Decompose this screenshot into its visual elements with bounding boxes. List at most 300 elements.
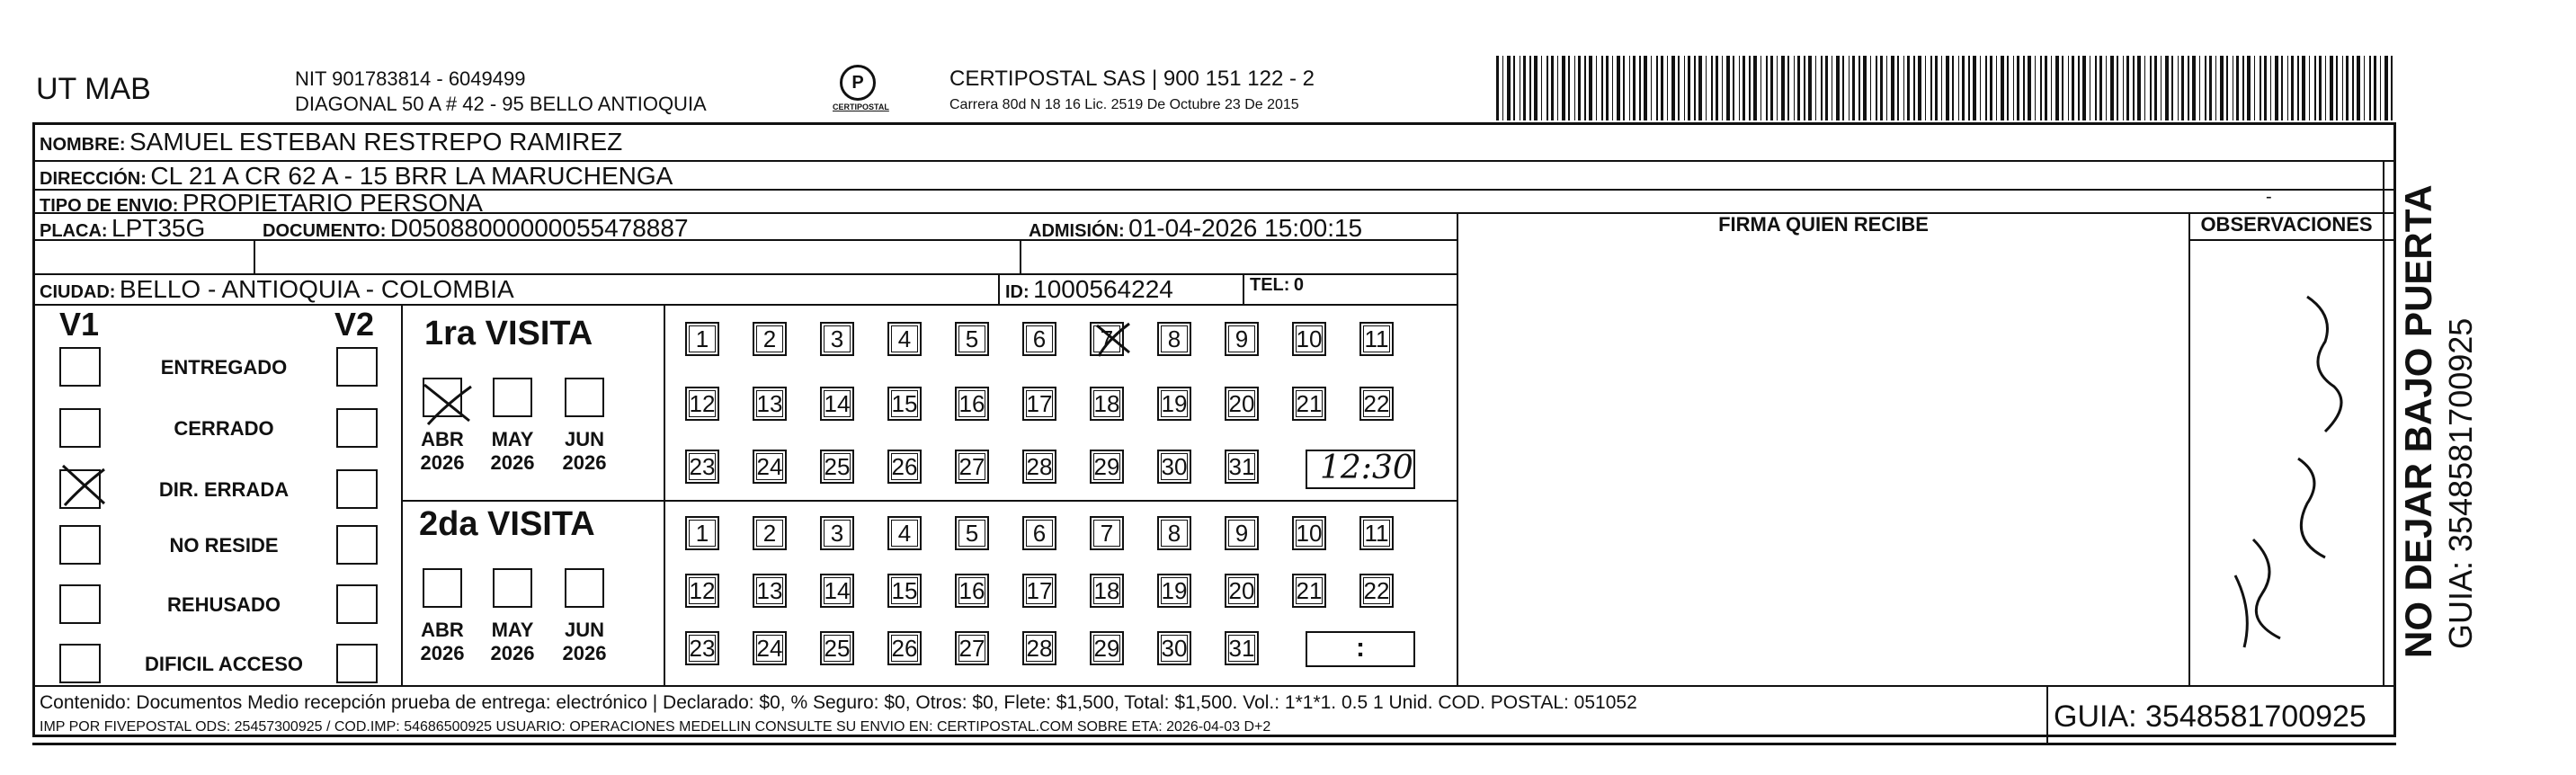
divider [664,304,665,685]
day-box[interactable]: 2 [753,516,787,550]
v1-checkbox[interactable] [59,584,101,624]
barcode-bar [2357,56,2360,120]
status-label: DIR. ERRADA [158,478,290,501]
barcode-bar [2309,56,2310,120]
x-check-icon [419,378,482,432]
barcode-bar [1907,56,1910,120]
day-box[interactable]: 28 [1022,631,1056,665]
day-box[interactable]: 11 [1359,322,1394,356]
day-box[interactable]: 1 [685,516,719,550]
placa-label: PLACA: [40,221,108,241]
admision-value: 01-04-2026 15:00:15 [1128,214,1363,242]
month-year-label [414,428,471,475]
day-box[interactable]: 19 [1157,387,1191,421]
v2-checkbox[interactable] [336,525,378,565]
barcode-bar [1551,56,1554,120]
day-box[interactable]: 28 [1022,450,1056,484]
day-box[interactable]: 16 [955,387,989,421]
year-label: 2026 [420,642,465,664]
day-box[interactable]: 3 [820,516,854,550]
barcode-bar [2072,56,2074,120]
documento-row [263,214,689,243]
month-year-label [556,619,613,665]
barcode-bar [2133,56,2135,120]
day-box[interactable]: 23 [685,631,719,665]
month-checkbox[interactable] [423,568,462,608]
day-box[interactable]: 12 [685,574,719,608]
barcode-bar [2374,56,2376,120]
barcode-bar [1633,56,1636,120]
day-box[interactable]: 2 [753,322,787,356]
barcode-bar [2352,56,2354,120]
id-row [1005,275,1173,304]
month-checkbox[interactable] [493,568,532,608]
barcode-bar [1716,56,1718,120]
barcode-bar [1990,56,1992,120]
v2-checkbox[interactable] [336,408,378,448]
day-box[interactable]: 14 [820,387,854,421]
barcode-bar [2226,56,2228,120]
barcode-bar [2013,56,2014,120]
certipostal-line1: CERTIPOSTAL SAS | 900 151 122 - 2 [949,67,1315,91]
barcode-bar [2154,56,2157,120]
day-box[interactable]: 5 [955,322,989,356]
barcode-bar [1852,56,1855,120]
status-label: REHUSADO [167,593,281,616]
certipostal-line2: Carrera 80d N 18 16 Lic. 2519 De Octubre 23 De 2015 [949,97,1299,112]
day-box[interactable]: 29 [1090,450,1124,484]
day-box[interactable]: 10 [1292,516,1326,550]
day-box[interactable]: 25 [820,450,854,484]
divider [34,304,1458,306]
barcode-bar [2260,56,2261,120]
day-box[interactable]: 4 [887,516,922,550]
barcode-bar [1749,56,1751,120]
barcode-bar [1760,56,1761,120]
barcode-bar [1529,56,1531,120]
divider [998,273,1000,304]
day-box[interactable]: 15 [887,387,922,421]
day-box[interactable]: 17 [1022,387,1056,421]
company-address: DIAGONAL 50 A # 42 - 95 BELLO ANTIOQUIA [295,93,707,115]
barcode-bar [1753,56,1757,120]
day-box[interactable]: 11 [1359,516,1394,550]
month-year-label [484,619,541,665]
day-box[interactable]: 25 [820,631,854,665]
barcode-bar [2028,56,2031,120]
barcode-bar [1678,56,1680,120]
barcode-bar [2215,56,2216,120]
imp-text: IMP POR FIVEPOSTAL ODS: 25457300925 / COD.IMP: 54686500925 USUARIO: OPERACIONES MEDELLIN CONSULTE SU ENVIO EN: CERTIPOSTAL.COM SOBRE ETA: 2026-04-03 D+2 [40,719,1271,735]
barcode-bar [1743,56,1745,120]
barcode-bar [2171,56,2173,120]
barcode-bar [2369,56,2371,120]
barcode-bar [1946,56,1949,120]
day-box[interactable]: 30 [1157,631,1191,665]
barcode-bar [1651,56,1652,120]
status-label: NO RESIDE [169,534,279,557]
v1-header: V1 [59,306,100,343]
year-label: 2026 [420,451,465,474]
barcode-bar [1546,56,1548,120]
barcode-bar [2126,56,2129,120]
day-box[interactable]: 30 [1157,450,1191,484]
first-visit-title: 1ra VISITA [424,315,593,352]
barcode-bar [1925,56,1926,120]
day-box[interactable]: 15 [887,574,922,608]
second-visit-time-box: : [1306,631,1415,667]
barcode-bar [1766,56,1768,120]
barcode-bar [2095,56,2097,120]
barcode-bar [2270,56,2271,120]
month-checkbox[interactable] [565,378,604,417]
handwritten-time-box [1306,450,1415,489]
barcode-bar [2275,56,2278,120]
barcode-bar [1568,56,1570,120]
day-box[interactable]: 18 [1090,574,1124,608]
barcode-bar [2319,56,2322,120]
barcode-bar [2150,56,2152,120]
barcode-bar [1644,56,1647,120]
divider [2188,212,2190,685]
placa-row [40,214,205,243]
day-box[interactable]: 5 [955,516,989,550]
barcode-bar [2068,56,2069,120]
barcode-bar [2281,56,2283,120]
barcode-bar [1722,56,1723,120]
barcode-bar [1870,56,1871,120]
barcode-bar [1985,56,1987,120]
barcode-bar [1808,56,1812,120]
barcode-bar [1968,56,1970,120]
day-box[interactable]: 13 [753,574,787,608]
barcode-bar [1617,56,1620,120]
day-box[interactable]: 7 [1090,322,1124,356]
v1-checkbox[interactable] [59,644,101,683]
barcode-bar [1584,56,1586,120]
barcode-bar [1918,56,1921,120]
barcode-bar [1941,56,1942,120]
side-guia-text: GUIA: 3548581700925 [2442,317,2479,649]
barcode-bar [1706,56,1707,120]
day-box[interactable]: 31 [1225,631,1259,665]
barcode-bar [2051,56,2052,120]
barcode-bar [2192,56,2196,120]
v2-checkbox[interactable] [336,469,378,509]
direccion-label: DIRECCIÓN: [40,169,147,189]
ciudad-row [40,275,514,304]
day-box[interactable]: 10 [1292,322,1326,356]
day-box[interactable]: 8 [1157,322,1191,356]
barcode-bar [1562,56,1565,120]
barcode-bar [1842,56,1844,120]
documento-value: D05088000000055478887 [389,214,689,242]
barcode-bar [2062,56,2063,120]
barcode-bar [2302,56,2305,120]
barcode-bar [2236,56,2239,120]
documento-label: DOCUMENTO: [263,221,387,241]
barcode-bar [2330,56,2333,120]
day-box[interactable]: 22 [1359,387,1394,421]
v1-checkbox[interactable] [59,525,101,565]
barcode-bar [1661,56,1663,120]
day-box[interactable]: 14 [820,574,854,608]
barcode-bar [2380,56,2381,120]
month-checkbox[interactable] [493,378,532,417]
barcode-bar [1523,56,1526,120]
barcode-bar [2199,56,2200,120]
company-name: UT MAB [36,72,151,106]
signature-icon [2199,270,2370,665]
barcode-bar [1897,56,1899,120]
admision-row [1029,214,1362,243]
barcode-bar [2178,56,2179,120]
day-box[interactable]: 9 [1225,516,1259,550]
barcode-bar [2254,56,2255,120]
logo-text: CERTIPOSTAL [833,102,889,111]
divider [2046,685,2048,743]
barcode-bar [1694,56,1696,120]
barcode-bar [2017,56,2019,120]
firma-header: FIRMA QUIEN RECIBE [1718,213,1929,236]
barcode-bar [2137,56,2141,120]
barcode-bar [1781,56,1785,120]
barcode-bar [1777,56,1778,120]
divider [1020,239,1021,273]
day-box[interactable]: 31 [1225,450,1259,484]
v2-checkbox[interactable] [336,644,378,683]
barcode-bar [2117,56,2118,120]
id-label: ID: [1005,282,1030,302]
month-label: MAY [491,619,534,641]
tel-value: 0 [1293,275,1305,295]
ciudad-label: CIUDAD: [40,282,116,302]
barcode-bar [1623,56,1625,120]
barcode-bar [2314,56,2316,120]
divider [254,239,255,273]
barcode-bar [2078,56,2080,120]
day-box[interactable]: 26 [887,450,922,484]
barcode-bar [2040,56,2042,120]
divider [32,743,2396,745]
v2-header: V2 [334,306,375,343]
barcode-bar [1596,56,1597,120]
observaciones-header: OBSERVACIONES [2200,213,2373,236]
month-label: ABR [421,428,464,450]
side-notice [2397,184,2480,658]
barcode-bar [2023,56,2025,120]
barcode-bar [1601,56,1603,120]
barcode-bar [2205,56,2206,120]
company-nit: NIT 901783814 - 6049499 [295,67,526,90]
barcode-bar [2123,56,2124,120]
barcode-bar [1574,56,1575,120]
barcode-bar [1606,56,1609,120]
month-label: JUN [564,619,604,641]
day-box[interactable]: 19 [1157,574,1191,608]
barcode-bar [2144,56,2145,120]
barcode-bar [1891,56,1894,120]
barcode-bar [1797,56,1800,120]
v1-checkbox[interactable] [59,408,101,448]
barcode-bar [1903,56,1904,120]
month-year-label [414,619,471,665]
tel-row [1250,275,1304,296]
barcode-bar [1541,56,1542,120]
barcode-bar [1930,56,1932,120]
contenido-text: Contenido: Documentos Medio recepción prueba de entrega: electrónico | Declarado: $0, % Seguro: $0, Otros: $0, Flete: $1,500, Total: $1,500. Vol.: 1*1*1. 0.5 1 Unid. COD. POSTAL: 051052 [40,692,1637,713]
day-box[interactable]: 18 [1090,387,1124,421]
barcode-bar [1952,56,1954,120]
barcode-bar [1880,56,1883,120]
month-label: ABR [421,619,464,641]
day-box[interactable]: 7 [1090,516,1124,550]
barcode-bar [2247,56,2251,120]
day-box[interactable]: 9 [1225,322,1259,356]
barcode-bar [1804,56,1805,120]
barcode-bar [1698,56,1702,120]
barcode-bar [1711,56,1713,120]
day-box[interactable]: 16 [955,574,989,608]
x-check-icon [58,460,115,514]
day-box[interactable]: 24 [753,631,787,665]
barcode-bar [2035,56,2036,120]
month-checkbox[interactable] [565,568,604,608]
month-year-label [556,428,613,475]
day-box[interactable]: 13 [753,387,787,421]
barcode-bar [1825,56,1828,120]
barcode-bar [2188,56,2189,120]
certipostal-info [949,67,1315,113]
barcode-bar [1557,56,1558,120]
certipostal-logo-icon: P CERTIPOSTAL [833,65,883,111]
barcode-bar [1639,56,1641,120]
x-check-icon [1090,316,1144,361]
barcode-bar [2045,56,2047,120]
barcode-bar [1507,56,1511,120]
v2-checkbox[interactable] [336,584,378,624]
barcode-bar [1671,56,1675,120]
day-box[interactable]: 20 [1225,574,1259,608]
handwritten-time: 12:30 [1320,450,1413,486]
barcode-bar [1733,56,1734,120]
year-label: 2026 [490,451,535,474]
barcode-bar [1589,56,1592,120]
barcode-bar [2264,56,2267,120]
day-box[interactable]: 27 [955,631,989,665]
barcode-bar [1656,56,1658,120]
tel-label: TEL: [1250,275,1290,295]
divider [34,685,2394,687]
direccion-row [40,162,673,191]
barcode-bar [1667,56,1668,120]
barcode-bar [1958,56,1959,120]
status-label: DIFICIL ACCESO [144,653,303,675]
nombre-value: SAMUEL ESTEBAN RESTREPO RAMIREZ [129,128,623,156]
v1-checkbox[interactable] [59,347,101,387]
ciudad-value: BELLO - ANTIOQUIA - COLOMBIA [119,275,514,303]
barcode-bar [1996,56,1997,120]
day-box[interactable]: 26 [887,631,922,665]
barcode-bar [2007,56,2009,120]
barcode-bar [1849,56,1850,120]
guia-footer: GUIA: 3548581700925 [2054,699,2367,734]
barcode-bar [1496,56,1499,120]
barcode-bar [1913,56,1915,120]
barcode-bar [1739,56,1740,120]
day-box[interactable]: 4 [887,322,922,356]
barcode-bar [1973,56,1976,120]
month-label: MAY [491,428,534,450]
nombre-row [40,128,622,156]
day-box[interactable]: 29 [1090,631,1124,665]
day-box[interactable]: 6 [1022,516,1056,550]
barcode-bar [1794,56,1795,120]
day-box[interactable]: 21 [1292,387,1326,421]
barcode-bar [1821,56,1823,120]
divider [2383,160,2384,685]
day-box[interactable]: 21 [1292,574,1326,608]
barcode-bar [1726,56,1730,120]
divider [401,500,1458,502]
barcode-bar [1886,56,1887,120]
barcode-bar [1612,56,1613,120]
day-box[interactable]: 1 [685,322,719,356]
nombre-label: NOMBRE: [40,135,126,155]
day-box[interactable]: 6 [1022,322,1056,356]
day-box[interactable]: 24 [753,450,787,484]
barcode-bar [1935,56,1938,120]
barcode-bar [1770,56,1773,120]
barcode-bar [2181,56,2184,120]
day-box[interactable]: 27 [955,450,989,484]
tipo-label: TIPO DE ENVIO: [40,196,179,216]
admision-label: ADMISIÓN: [1029,221,1125,241]
barcode-bar [1876,56,1877,120]
barcode-bar [1863,56,1867,120]
barcode-bar [2384,56,2388,120]
no-dejar-text: NO DEJAR BAJO PUERTA [2397,184,2439,658]
barcode-bar [2220,56,2224,120]
day-box[interactable]: 17 [1022,574,1056,608]
day-box[interactable]: 22 [1359,574,1394,608]
barcode-bar [2110,56,2114,120]
year-label: 2026 [490,642,535,664]
tipo-value: PROPIETARIO PERSONA [182,189,483,217]
day-box[interactable]: 12 [685,387,719,421]
barcode-bar [2325,56,2326,120]
day-box[interactable]: 8 [1157,516,1191,550]
divider [401,304,403,685]
v2-checkbox[interactable] [336,347,378,387]
barcode-bar [2161,56,2162,120]
barcode-bar [2082,56,2086,120]
barcode-bar [1578,56,1581,120]
barcode-icon [1496,56,2395,120]
divider [1243,273,1244,304]
day-box[interactable]: 3 [820,322,854,356]
barcode-bar [2342,56,2343,120]
id-value: 1000564224 [1033,275,1173,303]
month-label: JUN [564,428,604,450]
day-box[interactable]: 23 [685,450,719,484]
day-box[interactable]: 20 [1225,387,1259,421]
barcode-bar [1513,56,1515,120]
direccion-value: CL 21 A CR 62 A - 15 BRR LA MARUCHENGA [150,162,673,190]
barcode-bar [2346,56,2349,120]
barcode-bar [2297,56,2299,120]
status-label: CERRADO [174,417,274,440]
